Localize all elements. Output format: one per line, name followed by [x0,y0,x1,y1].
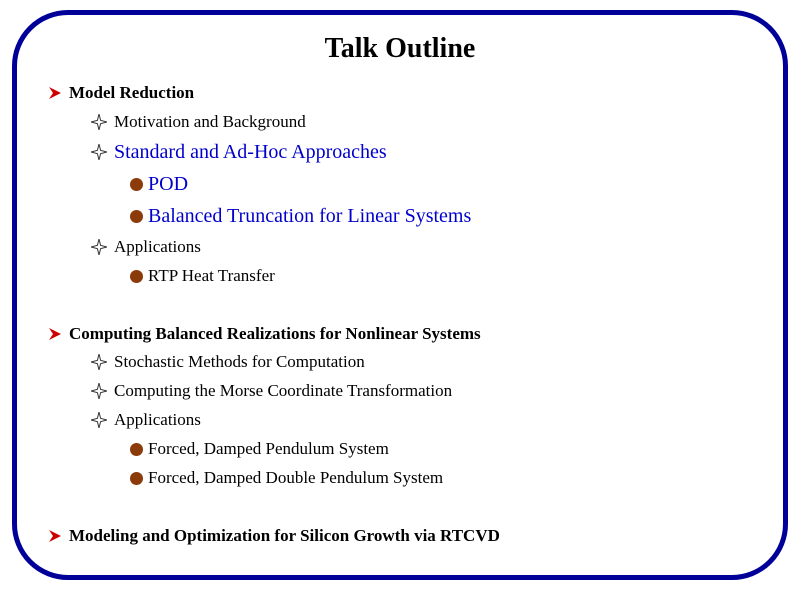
dot-bullet-icon [130,178,143,191]
sub-item [130,437,389,461]
list-item-label: Standard and Ad-Hoc Approaches [114,140,387,163]
star-bullet-icon [91,144,107,160]
arrow-bullet-icon [48,86,62,100]
list-item-label: Applications [114,410,201,429]
section-heading [48,322,481,346]
section-heading-text: Model Reduction [69,83,195,102]
arrow-bullet-icon [48,529,62,543]
star-bullet-icon [91,383,107,399]
sub-item [130,264,275,288]
section-heading [48,81,194,105]
sub-item-label: Balanced Truncation for Linear Systems [148,204,472,227]
list-item [91,379,452,403]
star-bullet-icon [91,239,107,255]
dot-bullet-icon [130,472,143,485]
dot-bullet-icon [130,443,143,456]
sub-item [130,466,443,490]
sub-item-label: RTP Heat Transfer [148,266,275,285]
section-heading-text: Modeling and Optimization for Silicon Growth via RTCVD [69,526,500,545]
sub-item-label: POD [148,172,189,195]
star-bullet-icon [91,354,107,370]
list-item [91,140,387,164]
list-item [91,408,201,432]
sub-item [130,204,471,228]
sub-item-label: Forced, Damped Pendulum System [148,439,389,458]
sub-item-label: Forced, Damped Double Pendulum System [148,468,444,487]
sub-item [130,172,188,196]
dot-bullet-icon [130,270,143,283]
arrow-bullet-icon [48,327,62,341]
list-item [91,350,365,374]
list-item-label: Motivation and Background [114,112,306,131]
list-item [91,110,306,134]
list-item-label: Stochastic Methods for Computation [114,352,365,371]
dot-bullet-icon [130,210,143,223]
list-item-label: Computing the Morse Coordinate Transformation [114,381,453,400]
section-heading [48,524,500,548]
section-heading-text: Computing Balanced Realizations for Nonlinear Systems [69,324,481,343]
star-bullet-icon [91,412,107,428]
list-item [91,235,201,259]
star-bullet-icon [91,114,107,130]
slide-title: Talk Outline [324,33,476,64]
list-item-label: Applications [114,237,201,256]
